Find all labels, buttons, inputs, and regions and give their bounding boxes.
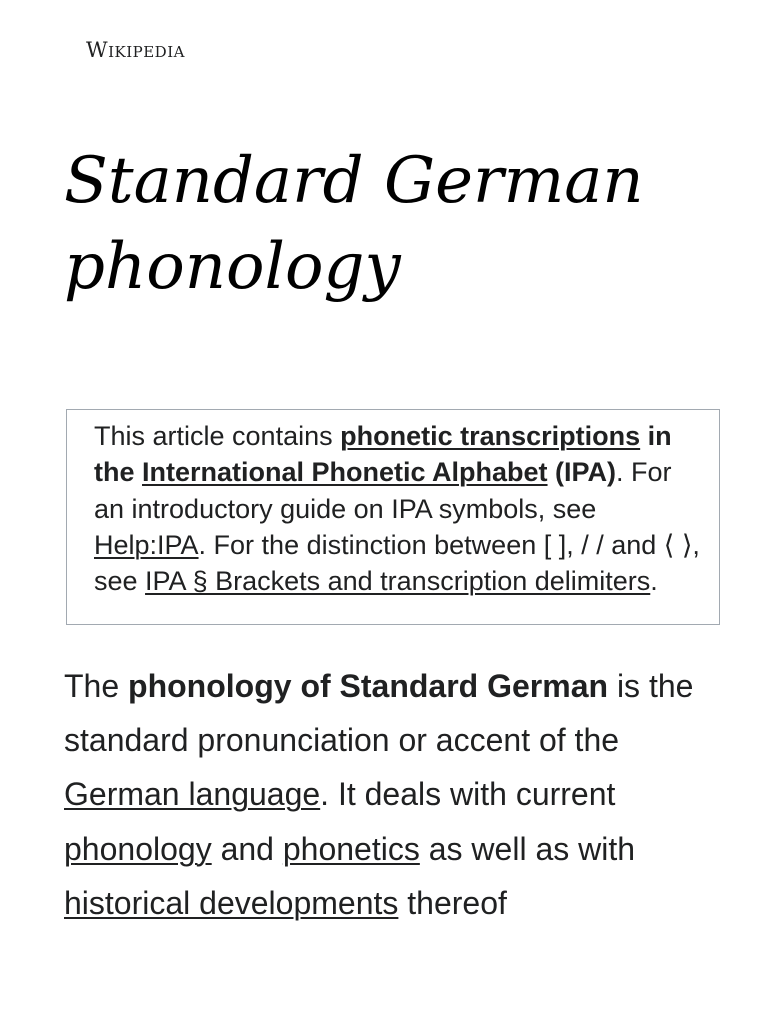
lead-text: thereof xyxy=(398,884,507,921)
lead-text: . It deals with current xyxy=(320,776,616,813)
link-help-ipa[interactable]: Help:IPA xyxy=(94,529,199,560)
lead-text: is the standard pronunciation or accent of the xyxy=(64,668,694,759)
lead-text: and xyxy=(211,830,283,867)
notice-text: This article contains xyxy=(94,421,341,451)
notice-text: . For the distinction between [ ], / / and ⟨ ⟩, see xyxy=(94,529,700,597)
notice-text: . For an introductory guide on IPA symbols, see xyxy=(94,457,672,524)
link-international-phonetic-alphabet[interactable]: International Phonetic Alphabet xyxy=(142,457,548,488)
notice-text: . xyxy=(650,566,658,597)
link-phonetic-transcriptions[interactable]: phonetic transcriptions xyxy=(340,421,641,451)
link-ipa-brackets[interactable]: IPA § Brackets and transcription delimiters xyxy=(145,566,651,597)
link-phonetics[interactable]: phonetics xyxy=(282,830,420,867)
lead-paragraph xyxy=(64,659,714,930)
link-historical-developments[interactable]: historical developments xyxy=(64,884,399,921)
ipa-notice-box xyxy=(66,409,720,625)
lead-text: The xyxy=(64,668,129,704)
notice-text: in the xyxy=(94,421,672,488)
link-phonology[interactable]: phonology xyxy=(64,830,212,867)
wikipedia-logo[interactable]: Wikipedia xyxy=(86,38,185,62)
lead-bold-term: phonology of Standard German xyxy=(128,668,609,704)
notice-text: (IPA) xyxy=(547,457,617,488)
lead-text: as well as with xyxy=(419,830,636,867)
link-german-language[interactable]: German language xyxy=(64,776,321,813)
page-title: Standard German phonology xyxy=(64,144,644,304)
